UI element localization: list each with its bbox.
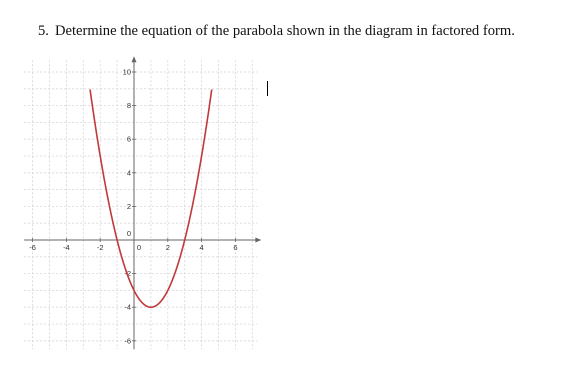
question-number: 5.	[38, 23, 49, 39]
x-tick-label: 6	[233, 243, 238, 252]
question-prompt: Determine the equation of the parabola shown in the diagram in factored form.	[54, 23, 515, 39]
y-tick-label: 4	[126, 168, 131, 178]
x-axis-arrow	[255, 238, 261, 243]
y-tick-label: 2	[126, 201, 131, 211]
y-tick-label: 6	[126, 134, 131, 144]
y-tick-label: 10	[122, 67, 131, 77]
x-tick-label: 2	[165, 243, 170, 252]
x-tick-label: 4	[199, 243, 204, 252]
x-tick-label: -2	[96, 243, 104, 252]
y-axis-arrow	[132, 56, 137, 62]
x-tick-label: 0	[136, 243, 142, 252]
y-tick-label: 0	[126, 229, 131, 238]
grid	[24, 60, 257, 349]
y-tick-label: -6	[124, 336, 131, 346]
axes	[24, 56, 261, 349]
x-tick-label: -4	[63, 243, 70, 252]
y-tick-label: 8	[126, 101, 131, 111]
y-tick-label: -2	[124, 269, 131, 279]
y-tick-label: -4	[124, 302, 131, 312]
x-tick-label: -6	[29, 243, 36, 252]
